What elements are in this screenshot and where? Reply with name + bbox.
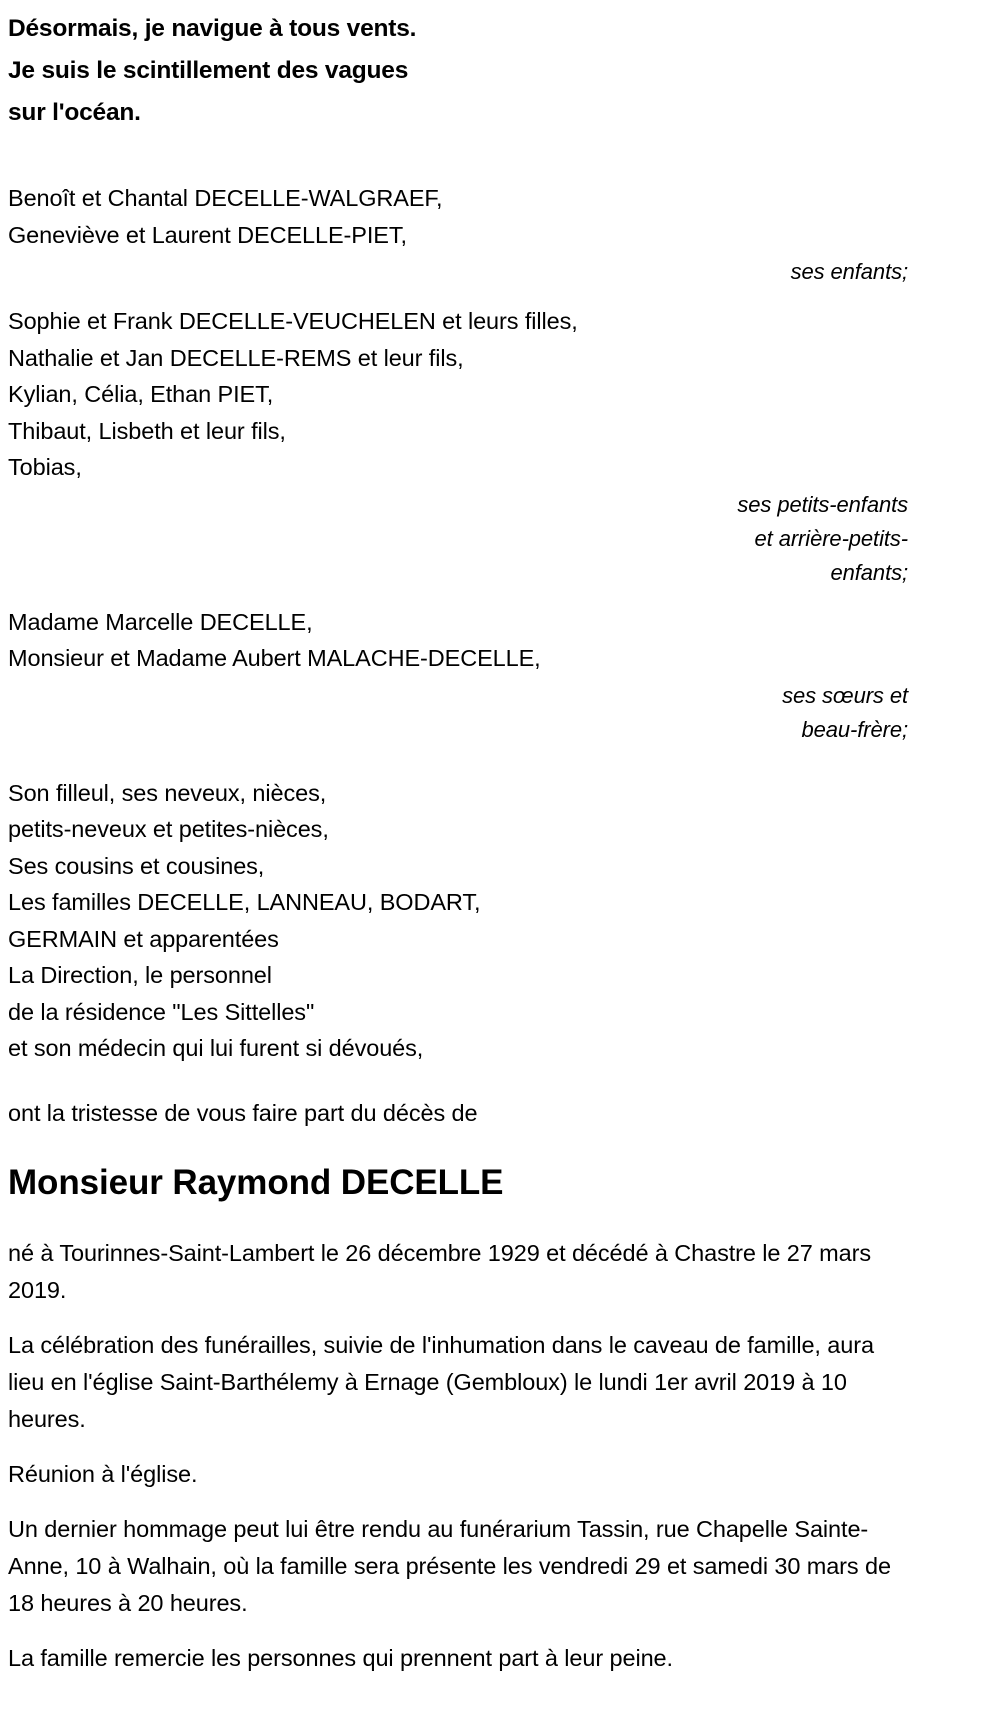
name-line: Les familles DECELLE, LANNEAU, BODART, <box>8 889 481 915</box>
name-line: Thibaut, Lisbeth et leur fils, <box>8 417 286 444</box>
relation-line: ses sœurs et <box>782 682 908 708</box>
relation-line: beau-frère; <box>801 716 908 742</box>
relation-label <box>8 677 908 747</box>
name-line: Nathalie et Jan DECELLE-REMS et leur fils, <box>8 344 464 371</box>
relatives-group-children <box>8 180 908 289</box>
epigraph-line: Je suis le scintillement des vagues <box>8 57 409 84</box>
name-list <box>8 775 908 1067</box>
spacer <box>8 1131 908 1159</box>
name-line: de la résidence "Les Sittelles" <box>8 998 315 1025</box>
name-line: Madame Marcelle DECELLE, <box>8 608 313 635</box>
name-line: Kylian, Célia, Ethan PIET, <box>8 381 274 407</box>
thanks-paragraph: La famille remercie les personnes qui prennent part à leur peine. <box>8 1644 673 1671</box>
gathering-paragraph: Réunion à l'église. <box>8 1460 198 1487</box>
funeral-paragraph: La célébration des funérailles, suivie de l'inhumation dans le caveau de famille, aura lieu en l'église Saint-Barthélemy à Ernage (Gembloux) le lundi 1er avril 2019 à 10 heures. <box>8 1331 874 1432</box>
name-line: Son filleul, ses neveux, nièces, <box>8 779 327 806</box>
name-line: petits-neveux et petites-nièces, <box>8 816 329 842</box>
spacer <box>8 134 908 180</box>
name-line: Tobias, <box>8 454 82 480</box>
name-line: Benoît et Chantal DECELLE-WALGRAEF, <box>8 185 443 211</box>
name-line: GERMAIN et apparentées <box>8 925 279 952</box>
relation-line: ses enfants; <box>790 259 908 284</box>
relation-label <box>8 253 908 289</box>
announcement-intro: ont la tristesse de vous faire part du décès de <box>8 1099 478 1126</box>
relation-line: ses petits-enfants <box>737 491 908 517</box>
spacer <box>8 747 908 775</box>
birth-death-paragraph: né à Tourinnes-Saint-Lambert le 26 décembre 1929 et décédé à Chastre le 27 mars 2019. <box>8 1239 871 1303</box>
relatives-group-sisters <box>8 604 908 747</box>
relation-line: et arrière-petits- <box>754 525 908 551</box>
name-line: La Direction, le personnel <box>8 962 272 988</box>
epigraph-line: sur l'océan. <box>8 99 141 126</box>
epigraph-line: Désormais, je navigue à tous vents. <box>8 15 417 42</box>
relation-label <box>8 486 908 590</box>
epigraph <box>8 8 908 134</box>
name-line: Monsieur et Madame Aubert MALACHE-DECELLE, <box>8 645 541 671</box>
relatives-group-extended <box>8 775 908 1067</box>
visitation-paragraph: Un dernier hommage peut lui être rendu au funérarium Tassin, rue Chapelle Sainte-Anne, 10 à Walhain, où la famille sera présente les vendredi 29 et samedi 30 mars de 18 heures à 20 heures. <box>8 1515 891 1616</box>
name-line: Ses cousins et cousines, <box>8 852 265 879</box>
spacer <box>8 590 908 604</box>
name-line: et son médecin qui lui furent si dévoués, <box>8 1035 424 1061</box>
spacer <box>8 289 908 303</box>
spacer <box>8 1207 908 1235</box>
name-line: Geneviève et Laurent DECELLE-PIET, <box>8 221 407 248</box>
name-list <box>8 180 908 253</box>
name-line: Sophie et Frank DECELLE-VEUCHELEN et leurs filles, <box>8 308 578 334</box>
relatives-group-grandchildren <box>8 303 908 590</box>
deceased-name: Monsieur Raymond DECELLE <box>8 1162 504 1202</box>
name-list <box>8 604 908 677</box>
spacer <box>8 1067 908 1095</box>
name-list <box>8 303 908 486</box>
relation-line: enfants; <box>830 559 908 585</box>
